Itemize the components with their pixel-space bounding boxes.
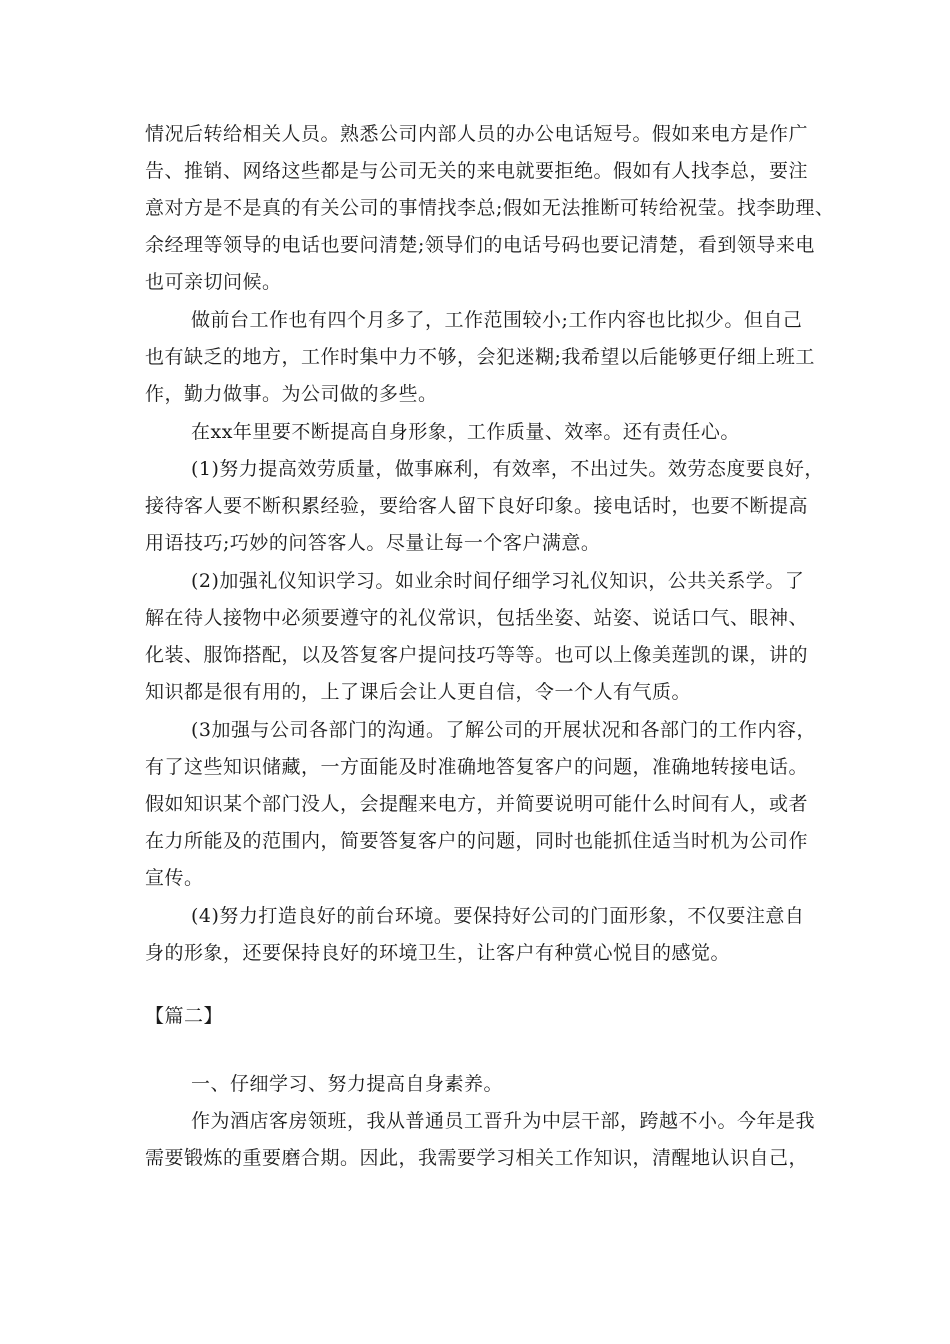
paragraph-line: 作为酒店客房领班，我从普通员工晋升为中层干部，跨越不小。今年是我 (191, 1110, 816, 1132)
paragraph-line: 用语技巧;巧妙的问答客人。尽量让每一个客户满意。 (145, 532, 601, 554)
paragraph-line: 余经理等领导的电话也要问清楚;领导们的电话号码也要记清楚，看到领导来电 (145, 234, 815, 256)
paragraph-line: 有了这些知识储藏，一方面能及时准确地答复客户的问题，准确地转接电话。 (145, 756, 809, 778)
paragraph-line: (4)努力打造良好的前台环境。要保持好公司的门面形象，不仅要注意自 (191, 905, 805, 927)
paragraph-line: 解在待人接物中必须要遵守的礼仪常识，包括坐姿、站姿、说话口气、眼神、 (145, 607, 809, 629)
section-heading: 【篇二】 (145, 1005, 224, 1027)
paragraph-line: 也可亲切问候。 (145, 271, 282, 293)
paragraph-line: 假如知识某个部门没人，会提醒来电方，并简要说明可能什么时间有人，或者 (145, 793, 809, 815)
paragraph-line: (3加强与公司各部门的沟通。了解公司的开展状况和各部门的工作内容， (191, 719, 817, 741)
paragraph-line: (2)加强礼仪知识学习。如业余时间仔细学习礼仪知识，公共关系学。了 (191, 570, 805, 592)
paragraph-line: 在xx年里要不断提高自身形象，工作质量、效率。还有责任心。 (191, 421, 740, 443)
paragraph-line: 宣传。 (145, 867, 204, 889)
paragraph-line: 告、推销、网络这些都是与公司无关的来电就要拒绝。假如有人找李总，要注 (145, 160, 809, 182)
paragraph-line: 知识都是很有用的，上了课后会让人更自信，令一个人有气质。 (145, 681, 692, 703)
paragraph-line: 情况后转给相关人员。熟悉公司内部人员的办公电话短号。假如来电方是作广 (145, 123, 809, 145)
paragraph-line: (1)努力提高效劳质量，做事麻利，有效率，不出过失。效劳态度要良好， (191, 458, 824, 480)
paragraph-line: 作，勤力做事。为公司做的多些。 (145, 383, 438, 405)
paragraph-line: 需要锻炼的重要磨合期。因此，我需要学习相关工作知识，清醒地认识自己， (145, 1147, 809, 1169)
paragraph-line: 身的形象，还要保持良好的环境卫生，让客户有种赏心悦目的感觉。 (145, 942, 731, 964)
paragraph-line: 化装、服饰搭配，以及答复客户提问技巧等等。也可以上像美莲凯的课，讲的 (145, 644, 809, 666)
subsection-title: 一、仔细学习、努力提高自身素养。 (191, 1073, 504, 1095)
paragraph-line: 意对方是不是真的有关公司的事情找李总;假如无法推断可转给祝莹。找李助理、 (145, 197, 835, 219)
paragraph-line: 在力所能及的范围内，简要答复客户的问题，同时也能抓住适当时机为公司作 (145, 830, 809, 852)
paragraph-line: 接待客人要不断积累经验，要给客人留下良好印象。接电话时，也要不断提高 (145, 495, 809, 517)
paragraph-line: 做前台工作也有四个月多了，工作范围较小;工作内容也比拟少。但自己 (191, 309, 803, 331)
paragraph-line: 也有缺乏的地方，工作时集中力不够，会犯迷糊;我希望以后能够更仔细上班工 (145, 346, 815, 368)
